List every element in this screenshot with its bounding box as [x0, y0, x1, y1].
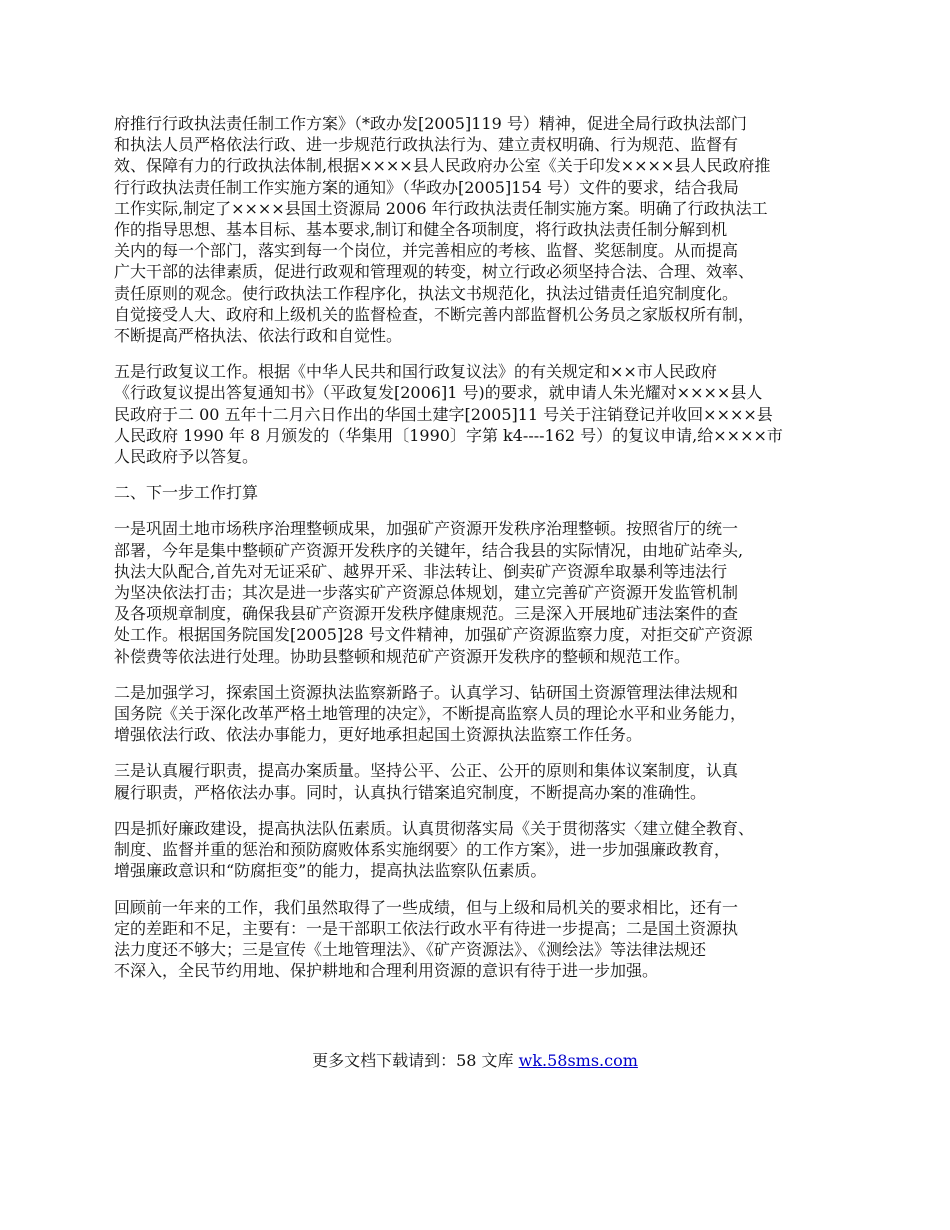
- text-line: 回顾前一年来的工作，我们虽然取得了一些成绩，但与上级和局机关的要求相比，还有一: [114, 897, 739, 917]
- paragraph-5: [114, 760, 846, 802]
- text-line: 人民政府予以答复。: [114, 447, 259, 467]
- text-line: 四是抓好廉政建设，提高执法队伍素质。认真贯彻落实局《关于贯彻落实〈建立健全教育、: [114, 818, 755, 838]
- text-line: 增强廉政意识和“防腐拒变”的能力，提高执法监察队伍素质。: [114, 861, 547, 881]
- footer: [0, 1048, 950, 1071]
- text-line: 不深入，全民节约用地、保护耕地和合理利用资源的意识有待于进一步加强。: [114, 961, 659, 981]
- text-line: 增强依法行政、依法办事能力，更好地承担起国土资源执法监察工作任务。: [114, 725, 643, 745]
- text-line: 履行职责，严格依法办事。同时，认真执行错案追究制度，不断提高办案的准确性。: [114, 782, 707, 802]
- text-line: 处工作。根据国务院国发[2005]28 号文件精神，加强矿产资源监察力度，对拒交矿产资源: [114, 625, 753, 645]
- paragraph-7: [114, 897, 846, 982]
- text-line: 府推行行政执法责任制工作方案》（*政办发[2005]119 号）精神，促进全局行政执法部门: [114, 114, 747, 133]
- section-heading: [114, 482, 846, 503]
- heading-text: 二、下一步工作打算: [114, 483, 259, 503]
- text-line: 效、保障有力的行政执法体制,根据××××县人民政府办公室《关于印发××××县人民政府推: [114, 156, 771, 176]
- paragraph-3: [114, 518, 846, 666]
- text-line: 和执法人员严格依法行政、进一步规范行政执法行为、建立责权明确、行为规范、监督有: [114, 135, 739, 155]
- text-line: 行行政执法责任制工作实施方案的通知》（华政办[2005]154 号）文件的要求，结合我局: [114, 177, 739, 197]
- text-line: 自觉接受人大、政府和上级机关的监督检查，不断完善内部监督机公务员之家版权所有制，: [114, 304, 755, 324]
- text-line: 一是巩固土地市场秩序治理整顿成果，加强矿产资源开发秩序治理整顿。按照省厅的统一: [114, 519, 739, 539]
- text-line: 法力度还不够大；三是宣传《土地管理法》、《矿产资源法》、《测绘法》等法律法规还: [114, 939, 707, 959]
- paragraph-2: [114, 361, 846, 467]
- text-line: 关内的每一个部门，落实到每一个岗位，并完善相应的考核、监督、奖惩制度。从而提高: [114, 241, 739, 261]
- text-line: 《行政复议提出答复通知书》（平政复发[2006]1 号)的要求，就申请人朱光耀对××××县人: [114, 383, 763, 403]
- text-line: 三是认真履行职责，提高办案质量。坚持公平、公正、公开的原则和集体议案制度，认真: [114, 761, 739, 781]
- paragraph-1: [114, 113, 846, 346]
- text-line: 为坚决依法打击；其次是进一步落实矿产资源总体规划，建立完善矿产资源开发监管机制: [114, 583, 739, 603]
- footer-link[interactable]: wk.58sms.com: [518, 1051, 638, 1070]
- footer-text: 更多文档下载请到：58 文库: [312, 1051, 519, 1070]
- text-line: 广大干部的法律素质，促进行政观和管理观的转变，树立行政必须坚持合法、合理、效率、: [114, 262, 755, 282]
- text-line: 制度、监督并重的惩治和预防腐败体系实施纲要〉的工作方案》，进一步加强廉政教育，: [114, 840, 731, 860]
- text-line: 部署，今年是集中整顿矿产资源开发秩序的关键年，结合我县的实际情况，由地矿站牵头,: [114, 540, 744, 560]
- document-body: [114, 113, 846, 996]
- paragraph-4: [114, 682, 846, 746]
- text-line: 不断提高严格执法、依法行政和自觉性。: [114, 326, 403, 346]
- text-line: 二是加强学习，探索国土资源执法监察新路子。认真学习、钻研国土资源管理法律法规和: [114, 682, 739, 702]
- text-line: 补偿费等依法进行处理。协助县整顿和规范矿产资源开发秩序的整顿和规范工作。: [114, 646, 691, 666]
- text-line: 执法大队配合,首先对无证采矿、越界开采、非法转让、倒卖矿产资源牟取暴利等违法行: [114, 561, 728, 581]
- text-line: 国务院《关于深化改革严格土地管理的决定》，不断提高监察人员的理论水平和业务能力，: [114, 704, 747, 724]
- text-line: 民政府于二 00 五年十二月六日作出的华国土建字[2005]11 号关于注销登记并收回××××县: [114, 404, 773, 424]
- text-line: 及各项规章制度，确保我县矿产资源开发秩序健康规范。三是深入开展地矿违法案件的查: [114, 604, 739, 624]
- text-line: 五是行政复议工作。根据《中华人民共和国行政复议法》的有关规定和××市人民政府: [114, 362, 717, 382]
- text-line: 定的差距和不足，主要有：一是干部职工依法行政水平有待进一步提高；二是国土资源执: [114, 918, 739, 938]
- paragraph-6: [114, 818, 846, 882]
- text-line: 责任原则的观念。使行政执法工作程序化，执法文书规范化，执法过错责任追究制度化。: [114, 283, 739, 303]
- text-line: 工作实际,制定了××××县国土资源局 2006 年行政执法责任制实施方案。明确了行政执法工: [114, 198, 768, 218]
- text-line: 作的指导思想、基本目标、基本要求,制订和健全各项制度，将行政执法责任制分解到机: [114, 220, 728, 240]
- text-line: 人民政府 1990 年 8 月颁发的（华集用〔1990〕字第 k4----162 号）的复议申请,给××××市: [114, 425, 783, 445]
